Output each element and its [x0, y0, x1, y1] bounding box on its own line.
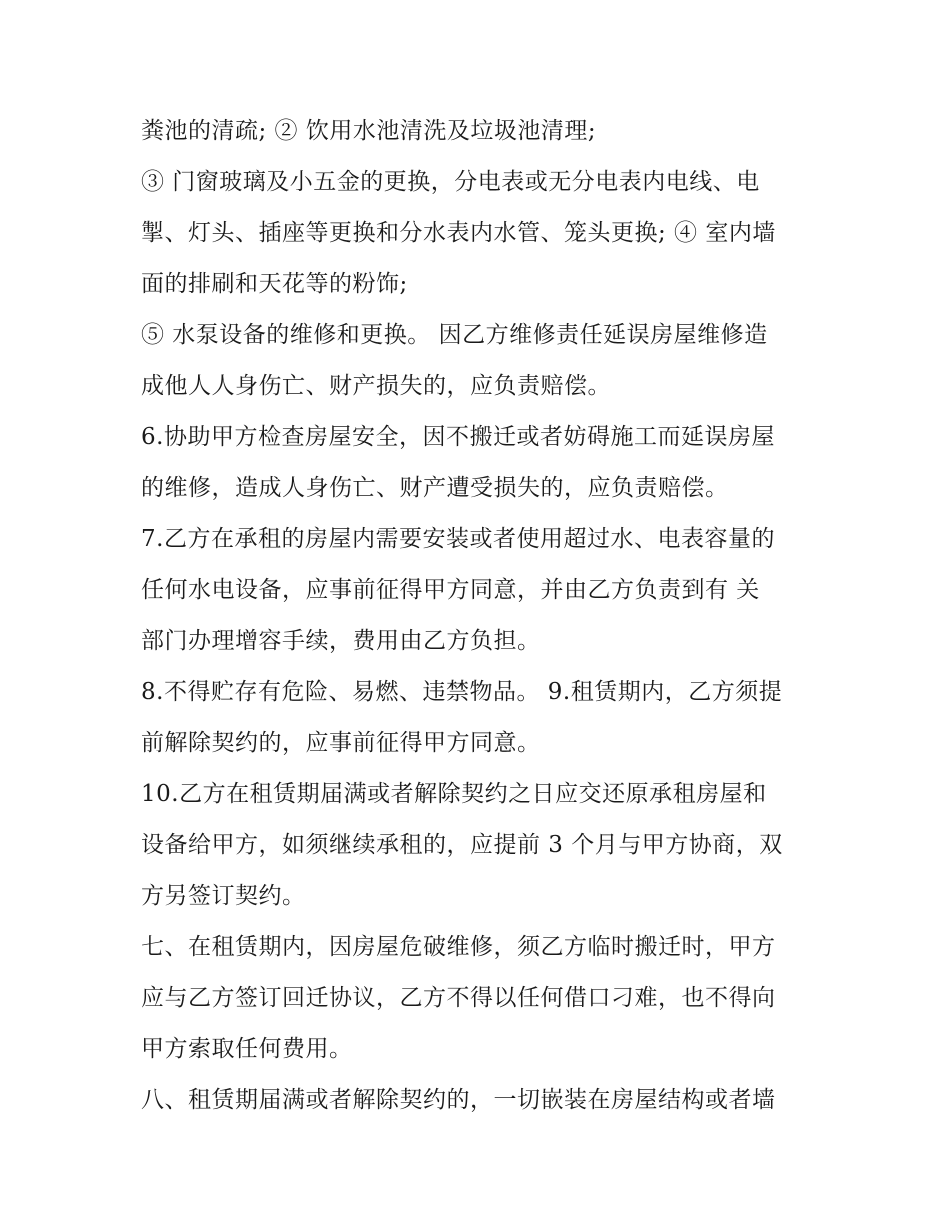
- text-line: 7.乙方在承租的房屋内需要安装或者使用超过水、电表容量的: [141, 526, 775, 552]
- text-line: 面的排刷和天花等的粉饰;: [141, 271, 408, 297]
- text-line: 设备给甲方，如须继续承租的，应提前 3 个月与甲方协商，双: [141, 832, 783, 858]
- text-line: 粪池的清疏; ② 饮用水池清洗及垃圾池清理;: [141, 118, 597, 144]
- text-line: 应与乙方签订回迁协议，乙方不得以任何借口刁难，也不得向: [141, 985, 776, 1011]
- text-line: 部门办理增容手续，费用由乙方负担。: [141, 628, 541, 654]
- text-line: 8.不得贮存有危险、易燃、违禁物品。 9.租赁期内，乙方须提: [141, 679, 783, 705]
- text-line: 前解除契约的，应事前征得甲方同意。: [141, 730, 541, 756]
- text-line: ⑤ 水泵设备的维修和更换。 因乙方维修责任延误房屋维修造: [141, 322, 768, 348]
- text-line: 6.协助甲方检查房屋安全，因不搬迁或者妨碍施工而延误房屋: [141, 424, 775, 450]
- text-line: 10.乙方在租赁期届满或者解除契约之日应交还原承租房屋和: [141, 781, 767, 807]
- text-line: 的维修，造成人身伤亡、财产遭受损失的，应负责赔偿。: [141, 475, 729, 501]
- text-line: 方另签订契约。: [141, 883, 306, 909]
- text-line: 成他人人身伤亡、财产损失的，应负责赔偿。: [141, 373, 611, 399]
- text-line: 掣、灯头、插座等更换和分水表内水管、笼头更换; ④ 室内墙: [141, 220, 776, 246]
- text-line: 七、在租赁期内，因房屋危破维修，须乙方临时搬迁时，甲方: [141, 934, 776, 960]
- text-line: 甲方索取任何费用。: [141, 1036, 353, 1062]
- text-line: 任何水电设备，应事前征得甲方同意，并由乙方负责到有 关: [141, 577, 760, 603]
- text-line: 八、租赁期届满或者解除契约的，一切嵌装在房屋结构或者墙: [141, 1087, 776, 1113]
- text-line: ③ 门窗玻璃及小五金的更换，分电表或无分电表内电线、电: [141, 169, 760, 195]
- document-body: [141, 106, 831, 1126]
